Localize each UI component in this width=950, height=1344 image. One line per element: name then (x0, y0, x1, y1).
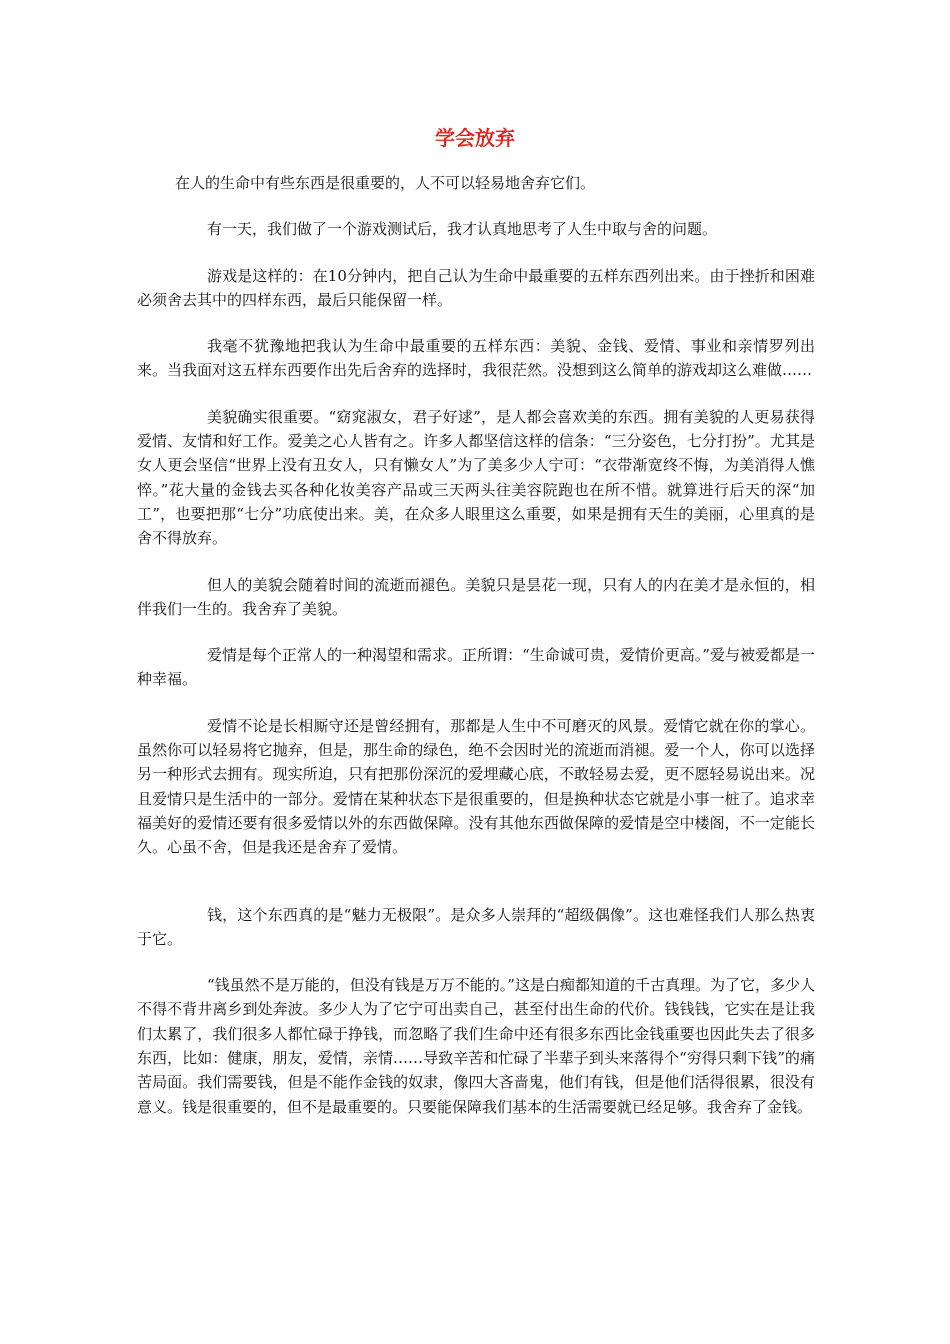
document-body (137, 171, 815, 1141)
paragraph-6: 但人的美貌会随着时间的流逝而褪色。美貌只是昙花一现，只有人的内在美才是永恒的，相伴我们一生的。我舍弃了美貌。 (137, 575, 815, 618)
paragraph-1: 在人的生命中有些东西是很重要的，人不可以轻易地舍弃它们。 (175, 174, 596, 192)
document-title: 学会放弃 (435, 126, 515, 150)
paragraph-4: 我毫不犹豫地把我认为生命中最重要的五样东西：美貌、金钱、爱情、事业和亲情罗列出来。当我面对这五样东西要作出先后舍弃的选择时，我很茫然。没想到这么简单的游戏却这么难做…… (137, 337, 815, 380)
paragraph-3: 游戏是这样的：在10分钟内，把自己认为生命中最重要的五样东西列出来。由于挫折和困难必须舍去其中的四样东西，最后只能保留一样。 (137, 266, 815, 309)
paragraph-5: 美貌确实很重要。“窈窕淑女，君子好逑”，是人都会喜欢美的东西。拥有美貌的人更易获得爱情、友情和好工作。爱美之心人皆有之。许多人都坚信这样的信条：“三分姿色，七分打扮”。尤其是女人更会坚信“世界上没有丑女人，只有懒女人”为了美多少人宁可：“衣带渐宽终不悔，为美消得人憔悴。”花大量的金钱去买各种化妆美容产品或三天两头往美容院跑也在所不惜。就算进行后天的深“加工”，也要把那“七分”功底使出来。美，在众多人眼里这么重要，如果是拥有天生的美丽，心里真的是舍不得放弃。 (137, 407, 815, 548)
paragraph-2: 有一天，我们做了一个游戏测试后，我才认真地思考了人生中取与舍的问题。 (207, 220, 718, 239)
paragraph-9: 钱，这个东西真的是“魅力无极限”。是众多人崇拜的“超级偶像”。这也难怪我们人那么热衷于它。 (137, 905, 815, 948)
paragraph-7: 爱情是每个正常人的一种渴望和需求。正所谓：“生命诚可贵，爱情价更高。”爱与被爱都是一种幸福。 (137, 646, 815, 689)
paragraph-10: “钱虽然不是万能的，但没有钱是万万不能的。”这是白痴都知道的千古真理。为了它，多少人不得不背井离乡到处奔波。多少人为了它宁可出卖自己，甚至付出生命的代价。钱钱钱，它实在是让我们太累了，我们很多人都忙碌于挣钱，而忽略了我们生命中还有很多东西比金钱重要也因此失去了很多东西，比如：健康，朋友，爱情，亲情……导致辛苦和忙碌了半辈子到头来落得个“穷得只剩下钱”的痛苦局面。我们需要钱，但是不能作金钱的奴隶，像四大吝啬鬼，他们有钱，但是他们活得很累，很没有意义。钱是很重要的，但不是最重要的。只要能保障我们基本的生活需要就已经足够。我舍弃了金钱。 (137, 976, 815, 1116)
paragraph-8: 爱情不论是长相厮守还是曾经拥有，那都是人生中不可磨灭的风景。爱情它就在你的掌心。虽然你可以轻易将它抛弃，但是，那生命的绿色，绝不会因时光的流逝而消褪。爱一个人，你可以选择另一种形式去拥有。现实所迫，只有把那份深沉的爱埋藏心底，不敢轻易去爱，更不愿轻易说出来。况且爱情只是生活中的一部分。爱情在某种状态下是很重要的，但是换种状态它就是小事一桩了。追求幸福美好的爱情还要有很多爱情以外的东西做保障。没有其他东西做保障的爱情是空中楼阁，不一定能长久。心虽不舍，但是我还是舍弃了爱情。 (137, 716, 815, 857)
